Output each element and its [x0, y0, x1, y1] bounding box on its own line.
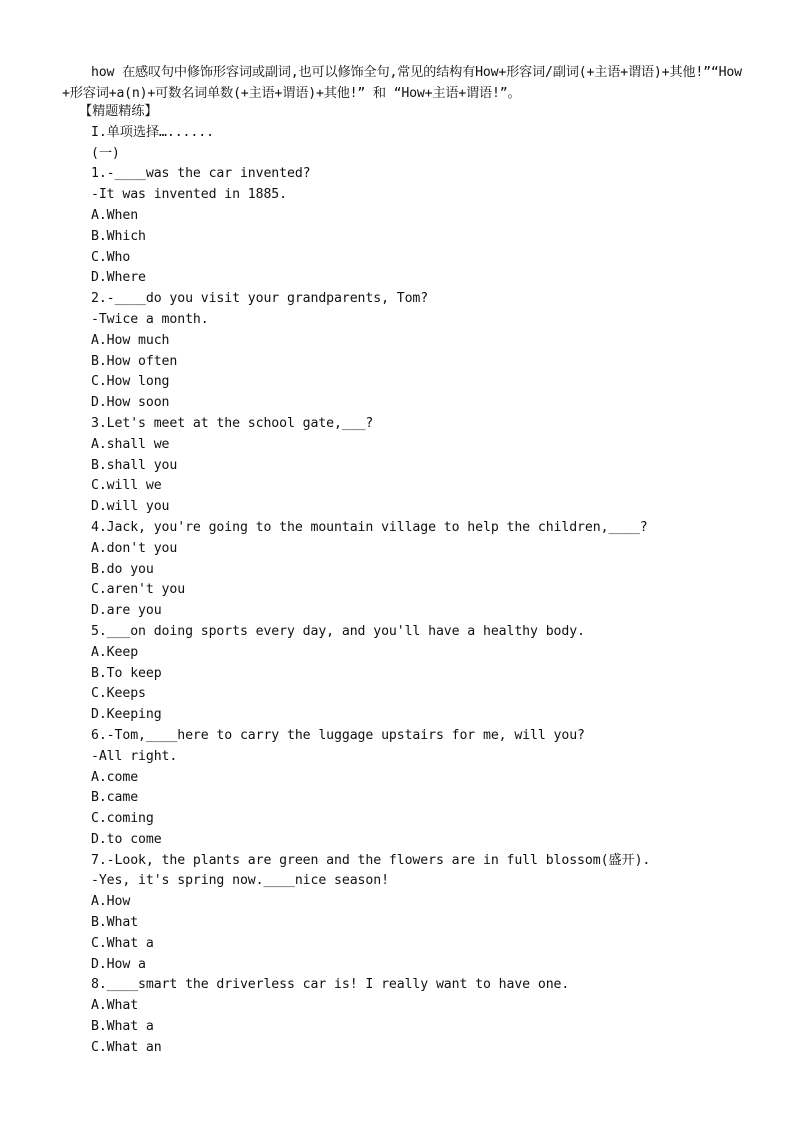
subsection-title: (一)	[91, 145, 120, 161]
option: D.Where	[91, 270, 146, 286]
option: A.come	[91, 769, 139, 785]
option: B.Which	[91, 228, 146, 244]
option: D.to come	[91, 831, 162, 847]
option: C.What a	[91, 935, 154, 951]
section-title: I.单项选择…......	[91, 124, 214, 140]
option: D.will you	[91, 499, 170, 515]
question-stem: 8.____smart the driverless car is! I really want to have one.	[91, 977, 570, 993]
option: D.Keeping	[91, 707, 162, 723]
option: B.What a	[91, 1019, 154, 1035]
option: A.don't you	[91, 540, 178, 556]
option: C.What an	[91, 1039, 162, 1055]
option: A.How much	[91, 332, 170, 348]
option: B.How often	[91, 353, 178, 369]
exercise-list	[79, 102, 761, 1059]
option: B.What	[91, 915, 139, 931]
option: A.How	[91, 894, 131, 910]
option: A.Keep	[91, 644, 139, 660]
option: D.How a	[91, 956, 146, 972]
option: D.are you	[91, 603, 162, 619]
question-stem: 5.___on doing sports every day, and you'll have a healthy body.	[91, 623, 585, 639]
option: D.How soon	[91, 395, 170, 411]
question-stem: 4.Jack, you're going to the mountain village to help the children,____?	[91, 519, 648, 535]
question-stem: 6.-Tom,____here to carry the luggage upstairs for me, will you?	[91, 727, 585, 743]
question-stem: 3.Let's meet at the school gate,___?	[91, 415, 374, 431]
heading: 【精题精练】	[79, 104, 158, 119]
option: C.Who	[91, 249, 131, 265]
option: B.came	[91, 790, 139, 806]
option: B.shall you	[91, 457, 178, 473]
question-dialogue: -All right.	[91, 748, 178, 764]
option: C.coming	[91, 811, 154, 827]
question-stem: 1.-____was the car invented?	[91, 166, 311, 182]
option: B.do you	[91, 561, 154, 577]
option: B.To keep	[91, 665, 162, 681]
intro-paragraph: how 在感叹句中修饰形容词或副词,也可以修饰全句,常见的结构有How+形容词/副词(+主语+谓语)+其他!”“How +形容词+a(n)+可数名词单数(+主语+谓语)+其他!” 和 “How+主语+谓语!”。	[62, 65, 742, 101]
option: A.shall we	[91, 436, 170, 452]
question-dialogue: -Yes, it's spring now.____nice season!	[91, 873, 389, 889]
question-stem: 2.-____do you visit your grandparents, Tom?	[91, 291, 429, 307]
option: C.Keeps	[91, 686, 146, 702]
option: C.aren't you	[91, 582, 186, 598]
question-dialogue: -It was invented in 1885.	[91, 187, 287, 203]
option: C.How long	[91, 374, 170, 390]
question-dialogue: -Twice a month.	[91, 311, 209, 327]
option: A.When	[91, 207, 139, 223]
option: A.What	[91, 998, 139, 1014]
question-stem: 7.-Look, the plants are green and the flowers are in full blossom(盛开).	[91, 852, 651, 868]
option: C.will we	[91, 478, 162, 494]
